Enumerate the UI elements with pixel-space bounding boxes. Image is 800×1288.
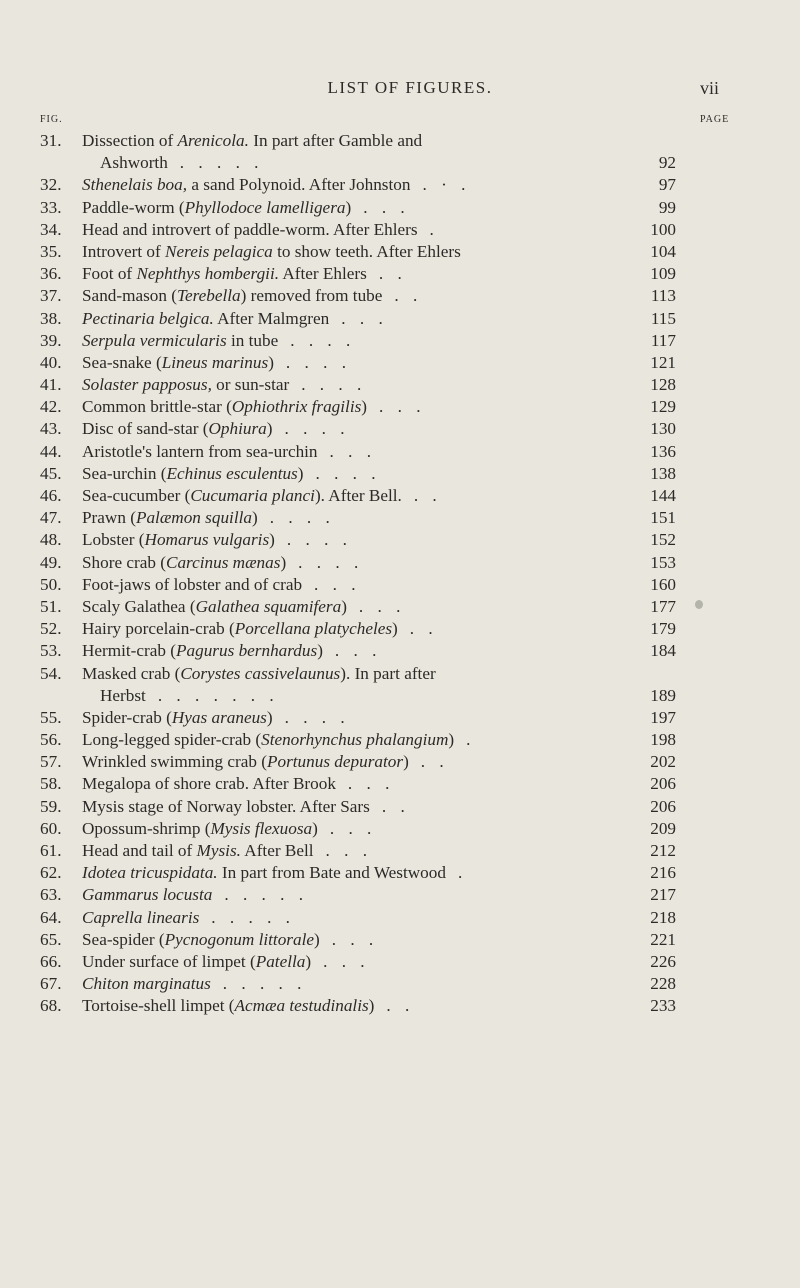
- caption-text: Introvert of: [82, 241, 166, 261]
- caption-text: Tortoise-shell limpet (: [82, 996, 235, 1016]
- caption-text: Sea-spider (: [82, 929, 165, 949]
- caption-text: ): [403, 752, 409, 772]
- figure-entry: [0, 729, 800, 751]
- caption-text: Sea-cucumber (: [82, 486, 191, 505]
- page-ref: 177: [650, 596, 676, 616]
- figure-number: 59.: [40, 796, 62, 816]
- figure-entry: [0, 796, 800, 818]
- figure-entry: [0, 374, 800, 396]
- caption-italic-text: Corystes cassivelaunus: [180, 663, 341, 683]
- figure-number: 31.: [40, 131, 62, 150]
- caption-italic-text: Echinus esculentus: [166, 463, 298, 483]
- figure-caption: [82, 729, 475, 751]
- caption-text: Head and tail of: [82, 841, 197, 860]
- figure-number: 51.: [40, 596, 62, 616]
- page-ref: 233: [650, 996, 676, 1016]
- caption-italic-text: Sthenelais boa,: [82, 175, 188, 195]
- leader-dots: . . . .: [301, 375, 367, 395]
- figure-caption: [82, 552, 363, 574]
- figure-caption: [82, 663, 436, 685]
- figure-number: 63.: [40, 885, 62, 905]
- caption-text: Spider-crab (: [82, 707, 172, 727]
- figure-number: 45.: [40, 463, 62, 483]
- figure-number: 65.: [40, 929, 62, 949]
- figure-number: 68.: [40, 996, 62, 1016]
- caption-text: ): [448, 730, 455, 750]
- page-ref: 206: [650, 774, 676, 794]
- figure-caption: [82, 884, 308, 906]
- leader-dots: . .: [394, 286, 423, 306]
- figure-entry: [0, 618, 800, 640]
- caption-text: Herbst: [100, 685, 146, 705]
- caption-text: ) removed from tube: [240, 286, 383, 306]
- page-ref: 92: [658, 153, 676, 173]
- page-ref: 198: [650, 730, 676, 750]
- caption-text: Disc of sand-star (: [82, 419, 209, 439]
- caption-text: Dissection of: [82, 131, 178, 150]
- caption-text: Opossum-shrimp (: [82, 818, 211, 838]
- caption-italic-text: Stenorhynchus phalangium: [261, 730, 449, 750]
- caption-text: Prawn (: [82, 508, 136, 528]
- figure-number: 44.: [40, 441, 62, 461]
- figure-caption: [82, 418, 350, 440]
- column-headers: [0, 114, 800, 130]
- caption-text: ): [305, 951, 312, 971]
- page-ref: 226: [650, 951, 676, 971]
- figure-number: 35.: [40, 241, 62, 261]
- leader-dots: . .: [413, 486, 442, 505]
- caption-text: Common brittle-star (: [82, 397, 232, 417]
- page-ref: 218: [650, 907, 676, 927]
- figure-number: 42.: [40, 397, 62, 417]
- leader-dots: . .: [409, 619, 438, 639]
- page-ref: 144: [650, 486, 676, 505]
- caption-text: Sea-snake (: [82, 352, 162, 372]
- page-ref: 202: [650, 752, 676, 772]
- figure-number: 53.: [40, 641, 62, 661]
- page-ref: 189: [650, 685, 676, 705]
- caption-text: After Malmgren: [213, 308, 330, 328]
- page-ref: 160: [650, 574, 676, 594]
- figure-caption: [82, 862, 467, 884]
- page-ref: 104: [650, 241, 676, 261]
- figure-caption: [82, 596, 405, 618]
- caption-text: ): [317, 641, 323, 661]
- figure-caption: [82, 640, 381, 662]
- caption-italic-text: Mysis.: [196, 841, 241, 860]
- figure-caption: [82, 796, 410, 818]
- page-ref: 216: [650, 863, 676, 883]
- figure-caption: [82, 263, 407, 285]
- figure-caption: [82, 352, 351, 374]
- page-ref: 130: [650, 419, 676, 439]
- figure-entry: [0, 263, 800, 285]
- leader-dots: . . . .: [285, 352, 351, 372]
- figure-caption: [82, 330, 355, 352]
- page-column-label: PAGE: [700, 114, 730, 125]
- figure-caption: [82, 707, 350, 729]
- figure-number: 32.: [40, 175, 62, 195]
- figure-entry: [0, 773, 800, 795]
- caption-text: in tube: [226, 330, 279, 350]
- figure-number: 56.: [40, 730, 62, 750]
- caption-text: ): [345, 197, 352, 217]
- caption-text: Lobster (: [82, 530, 145, 550]
- caption-text: Scaly Galathea (: [82, 596, 196, 616]
- caption-text: Masked crab (: [82, 663, 181, 683]
- figure-caption: [82, 463, 381, 485]
- leader-dots: . .: [378, 264, 407, 284]
- leader-dots: . . . .: [286, 530, 352, 550]
- caption-text: ): [251, 508, 258, 528]
- page-ref: 153: [650, 552, 676, 572]
- figure-entry: [0, 308, 800, 330]
- figure-number: 48.: [40, 530, 62, 550]
- caption-text: After Bell: [240, 841, 314, 860]
- figure-caption: [100, 685, 279, 707]
- leader-dots: . . . .: [284, 419, 350, 439]
- leader-dots: . .: [381, 796, 410, 816]
- figure-entry: [0, 552, 800, 574]
- figure-number: 47.: [40, 508, 62, 528]
- figure-entry: [0, 152, 800, 174]
- caption-italic-text: Carcinus mænas: [166, 552, 281, 572]
- caption-italic-text: Phyllodoce lamelligera: [184, 197, 346, 217]
- figure-number: 46.: [40, 486, 62, 505]
- leader-dots: . . .: [363, 197, 410, 217]
- figure-entry: [0, 174, 800, 196]
- caption-italic-text: Cucumaria planci: [190, 486, 315, 505]
- figure-entry: [0, 507, 800, 529]
- page-ref: 138: [650, 463, 676, 483]
- caption-text: to show teeth. After Ehlers: [272, 241, 461, 261]
- caption-text: Hermit-crab (: [82, 641, 177, 661]
- leader-dots: . · .: [422, 175, 471, 195]
- page-ref: 128: [650, 375, 676, 395]
- leader-dots: .: [457, 863, 468, 883]
- caption-italic-text: Porcellana platycheles: [234, 619, 393, 639]
- caption-italic-text: Nereis pelagica: [165, 241, 273, 261]
- figure-entry: [0, 596, 800, 618]
- figure-number: 52.: [40, 619, 62, 639]
- caption-text: ): [297, 463, 304, 483]
- figure-entry: [0, 396, 800, 418]
- leader-dots: . . .: [329, 441, 377, 461]
- caption-italic-text: Palæmon squilla: [135, 508, 252, 528]
- leader-dots: .: [429, 219, 439, 239]
- leader-dots: . . . .: [298, 552, 364, 572]
- caption-text: In part after Gamble and: [248, 131, 423, 150]
- caption-text: or sun-star: [211, 375, 290, 395]
- figure-caption: [82, 773, 394, 795]
- caption-italic-text: Gammarus locusta: [82, 885, 213, 905]
- caption-text: Sea-urchin (: [82, 463, 167, 483]
- figure-caption: [82, 174, 470, 196]
- figure-number: 62.: [40, 863, 62, 883]
- figure-number: 55.: [40, 707, 62, 727]
- figure-entry: [0, 640, 800, 662]
- figure-entry: [0, 285, 800, 307]
- leader-dots: . . .: [379, 397, 426, 417]
- figure-number: 39.: [40, 330, 62, 350]
- figure-entry: [0, 441, 800, 463]
- page-ref: 113: [650, 286, 676, 306]
- figure-caption: [82, 241, 461, 263]
- page-ref: 152: [650, 530, 676, 550]
- caption-text: In part from Bate and Westwood: [217, 863, 446, 883]
- caption-italic-text: Pycnogonum littorale: [164, 929, 314, 949]
- figure-number: 50.: [40, 574, 62, 594]
- caption-italic-text: Acmæa testudinalis: [234, 996, 369, 1016]
- figure-number: 67.: [40, 974, 62, 994]
- caption-text: ): [266, 707, 273, 727]
- figure-entry: [0, 241, 800, 263]
- caption-text: Mysis stage of Norway lobster. After Sars: [82, 796, 370, 816]
- leader-dots: .: [466, 730, 476, 750]
- page-ref: 221: [650, 929, 676, 949]
- figure-entry: [0, 574, 800, 596]
- leader-dots: . . . .: [284, 707, 350, 727]
- leader-dots: . . .: [314, 574, 361, 594]
- leader-dots: . . .: [341, 308, 388, 328]
- leader-dots: . . .: [325, 841, 372, 860]
- figure-entry: [0, 663, 800, 685]
- caption-text: Ashworth: [100, 153, 168, 173]
- caption-text: After Ehlers: [279, 264, 367, 284]
- leader-dots: . . . . .: [211, 907, 295, 927]
- leader-dots: . . .: [329, 818, 377, 838]
- caption-text: ): [361, 397, 368, 417]
- figure-number: 58.: [40, 774, 62, 794]
- figure-number: 64.: [40, 907, 62, 927]
- caption-italic-text: Caprella linearis: [82, 907, 200, 927]
- page-ref: 217: [650, 885, 676, 905]
- leader-dots: . . . . .: [222, 974, 307, 994]
- figure-entry: [0, 130, 800, 152]
- leader-dots: . . .: [331, 929, 379, 949]
- figure-entry: [0, 418, 800, 440]
- figure-caption: [100, 152, 263, 174]
- leader-dots: . . .: [323, 951, 370, 971]
- caption-text: Foot of: [82, 264, 137, 284]
- figure-entry: [0, 973, 800, 995]
- figure-number: 61.: [40, 841, 62, 860]
- caption-italic-text: Terebella: [177, 286, 241, 306]
- page-number: vii: [700, 78, 720, 98]
- figure-caption: [82, 995, 414, 1017]
- caption-text: ): [314, 929, 320, 949]
- figure-caption: [82, 973, 306, 995]
- running-head: [0, 78, 800, 102]
- figure-caption: [82, 441, 376, 463]
- caption-text: ): [341, 596, 347, 616]
- caption-italic-text: Ophiura: [208, 419, 267, 439]
- page-ref: 136: [650, 441, 676, 461]
- figure-caption: [82, 197, 410, 219]
- caption-text: ): [280, 552, 287, 572]
- caption-text: Paddle-worm (: [82, 197, 185, 217]
- figure-caption: [82, 285, 422, 307]
- caption-italic-text: Chiton marginatus: [82, 974, 211, 994]
- figure-entry: [0, 197, 800, 219]
- figure-number: 57.: [40, 752, 62, 772]
- caption-text: a sand Polynoid. After Johnston: [187, 175, 411, 195]
- caption-italic-text: Homarus vulgaris: [144, 530, 270, 550]
- caption-italic-text: Pectinaria belgica.: [82, 308, 214, 328]
- figure-caption: [82, 929, 378, 951]
- caption-text: Hairy porcelain-crab (: [82, 619, 235, 639]
- page-ref: 209: [650, 818, 676, 838]
- caption-italic-text: Idotea tricuspidata.: [82, 863, 218, 883]
- figure-entry: [0, 862, 800, 884]
- caption-text: ): [268, 352, 274, 372]
- page-ref: 228: [650, 974, 676, 994]
- caption-text: Long-legged spider-crab (: [82, 730, 262, 750]
- page-ref: 117: [650, 330, 676, 350]
- caption-text: Aristotle's lantern from sea-urchin: [82, 441, 318, 461]
- figure-caption: [82, 907, 295, 929]
- leader-dots: . . . . .: [179, 153, 264, 173]
- figure-number: 38.: [40, 308, 62, 328]
- figure-caption: [82, 308, 388, 330]
- figure-number: 60.: [40, 818, 62, 838]
- page-ref: 97: [658, 175, 676, 195]
- figure-caption: [82, 529, 352, 551]
- figure-list: [0, 130, 800, 1018]
- figure-entry: [0, 995, 800, 1017]
- figure-caption: [82, 840, 372, 862]
- leader-dots: . . .: [358, 596, 406, 616]
- fig-column-label: FIG.: [40, 114, 63, 125]
- page-ref: 206: [650, 796, 676, 816]
- caption-text: Sand-mason (: [82, 286, 177, 306]
- page-ref: 121: [650, 352, 676, 372]
- leader-dots: . . . .: [315, 463, 381, 483]
- figure-entry: [0, 951, 800, 973]
- caption-italic-text: Galathea squamifera: [195, 596, 342, 616]
- figure-number: 40.: [40, 352, 62, 372]
- figure-entry: [0, 463, 800, 485]
- page-ref: 151: [650, 508, 676, 528]
- figure-caption: [82, 130, 422, 152]
- caption-text: Head and introvert of paddle-worm. After Ehlers: [82, 219, 418, 239]
- figure-entry: [0, 884, 800, 906]
- figure-number: 66.: [40, 951, 62, 971]
- leader-dots: . . . . . . .: [157, 685, 279, 705]
- figure-number: 49.: [40, 552, 62, 572]
- leader-dots: . .: [420, 752, 449, 772]
- figure-number: 54.: [40, 663, 62, 683]
- figure-entry: [0, 330, 800, 352]
- leader-dots: . . . .: [269, 508, 335, 528]
- paper-stain: [695, 600, 703, 609]
- caption-italic-text: Ophiothrix fragilis: [231, 397, 362, 417]
- figure-caption: [82, 618, 438, 640]
- caption-text: ): [368, 996, 375, 1016]
- caption-italic-text: Mysis flexuosa: [210, 818, 313, 838]
- caption-text: ). In part after: [340, 663, 436, 683]
- leader-dots: . . . . .: [224, 885, 309, 905]
- figure-caption: [82, 485, 442, 507]
- figure-entry: [0, 707, 800, 729]
- leader-dots: . . .: [334, 641, 382, 661]
- page-ref: 109: [650, 264, 676, 284]
- caption-italic-text: Solaster papposus,: [82, 375, 212, 395]
- page-ref: 212: [650, 841, 676, 860]
- page-ref: 100: [650, 219, 676, 239]
- figure-entry: [0, 840, 800, 862]
- caption-text: Wrinkled swimming crab (: [82, 752, 267, 772]
- page-ref: 179: [650, 619, 676, 639]
- caption-italic-text: Lineus marinus: [161, 352, 269, 372]
- figure-number: 43.: [40, 419, 62, 439]
- figure-caption: [82, 396, 426, 418]
- caption-text: Shore crab (: [82, 552, 166, 572]
- caption-text: ): [269, 530, 275, 550]
- caption-italic-text: Nephthys hombergii.: [136, 264, 280, 284]
- caption-italic-text: Portunus depurator: [266, 752, 404, 772]
- caption-italic-text: Serpula vermicularis: [82, 330, 227, 350]
- figure-entry: [0, 352, 800, 374]
- caption-text: ). After Bell.: [314, 486, 402, 505]
- figure-caption: [82, 751, 449, 773]
- figure-entry: [0, 685, 800, 707]
- caption-text: Under surface of limpet (: [82, 951, 256, 971]
- leader-dots: . . .: [347, 774, 395, 794]
- page-ref: 184: [650, 641, 676, 661]
- caption-text: ): [312, 818, 318, 838]
- figure-number: 36.: [40, 264, 62, 284]
- leader-dots: . .: [386, 996, 415, 1016]
- page-title: LIST OF FIGURES.: [327, 78, 493, 97]
- caption-text: Foot-jaws of lobster and of crab: [82, 574, 303, 594]
- figure-number: 37.: [40, 286, 62, 306]
- figure-entry: [0, 751, 800, 773]
- figure-number: 41.: [40, 375, 62, 395]
- page-ref: 99: [658, 197, 676, 217]
- figure-entry: [0, 485, 800, 507]
- caption-text: ): [266, 419, 273, 439]
- page-ref: 197: [650, 707, 676, 727]
- leader-dots: . . . .: [290, 330, 356, 350]
- figure-entry: [0, 219, 800, 241]
- figure-caption: [82, 219, 439, 241]
- figure-number: 34.: [40, 219, 62, 239]
- figure-caption: [82, 374, 366, 396]
- figure-caption: [82, 951, 370, 973]
- figure-entry: [0, 818, 800, 840]
- figure-entry: [0, 907, 800, 929]
- caption-text: ): [392, 619, 398, 639]
- figure-caption: [82, 574, 361, 596]
- figure-caption: [82, 507, 335, 529]
- caption-text: Megalopa of shore crab. After Brook: [82, 774, 336, 794]
- figure-number: 33.: [40, 197, 62, 217]
- figure-entry: [0, 929, 800, 951]
- caption-italic-text: Patella: [255, 951, 306, 971]
- caption-italic-text: Pagurus bernhardus: [176, 641, 318, 661]
- figure-entry: [0, 529, 800, 551]
- page-ref: 129: [650, 397, 676, 417]
- caption-italic-text: Arenicola.: [177, 131, 249, 150]
- caption-italic-text: Hyas araneus: [171, 707, 267, 727]
- page-ref: 115: [650, 308, 676, 328]
- figure-caption: [82, 818, 376, 840]
